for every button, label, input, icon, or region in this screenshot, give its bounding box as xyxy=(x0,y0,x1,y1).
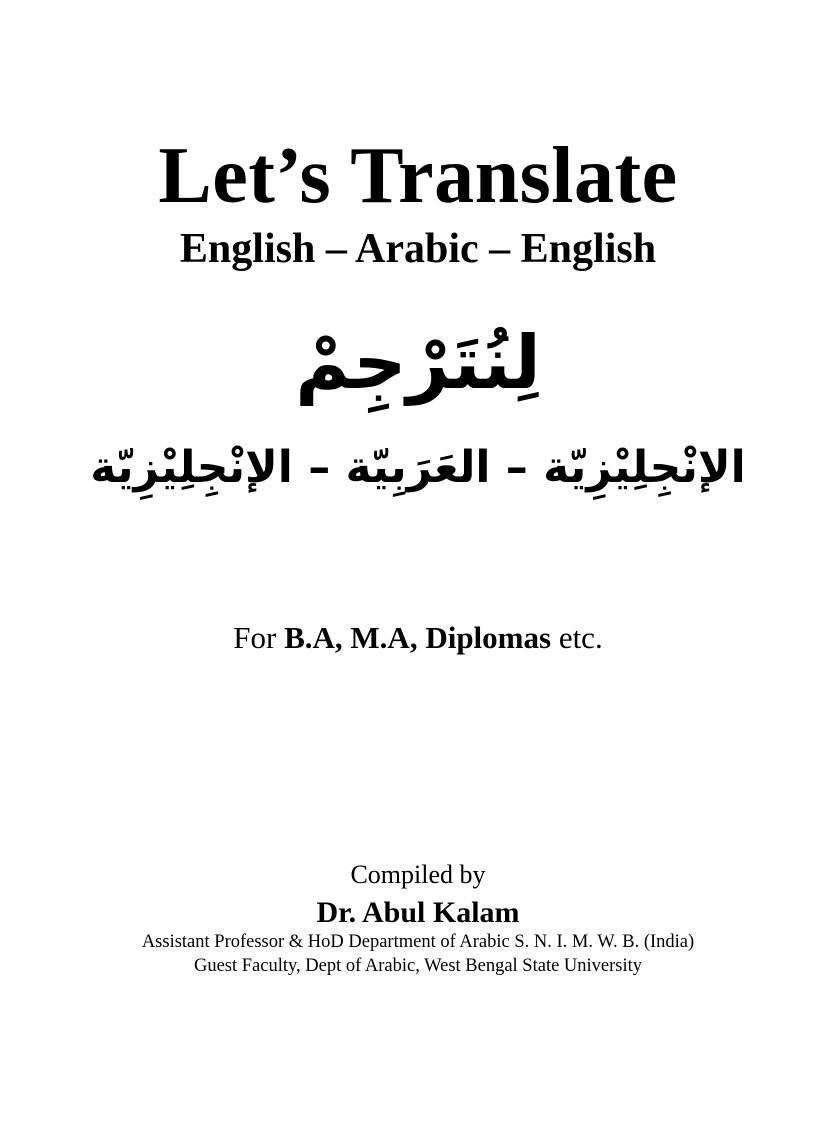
author-name: Dr. Abul Kalam xyxy=(316,896,520,929)
compiled-by-label: Compiled by xyxy=(350,860,486,889)
arabic-book-title: لِنُتَرْجِمْ xyxy=(295,320,541,406)
author-affiliation-secondary: Guest Faculty, Dept of Arabic, West Bengal State University xyxy=(193,956,643,976)
target-audience xyxy=(0,622,836,653)
audience-suffix: etc. xyxy=(551,620,603,655)
author-affiliation-primary: Assistant Professor & HoD Department of Arabic S. N. I. M. W. B. (India) xyxy=(141,932,695,952)
arabic-book-subtitle: الإنْجِلِيْزِيّة – العَرَبِيّة – الإنْجِلِيْزِيّة xyxy=(90,442,746,493)
book-title: Let’s Translate xyxy=(158,132,678,220)
audience-programs: B.A, M.A, Diplomas xyxy=(284,620,552,655)
book-subtitle: English – Arabic – English xyxy=(179,226,657,272)
audience-prefix: For xyxy=(233,620,285,655)
